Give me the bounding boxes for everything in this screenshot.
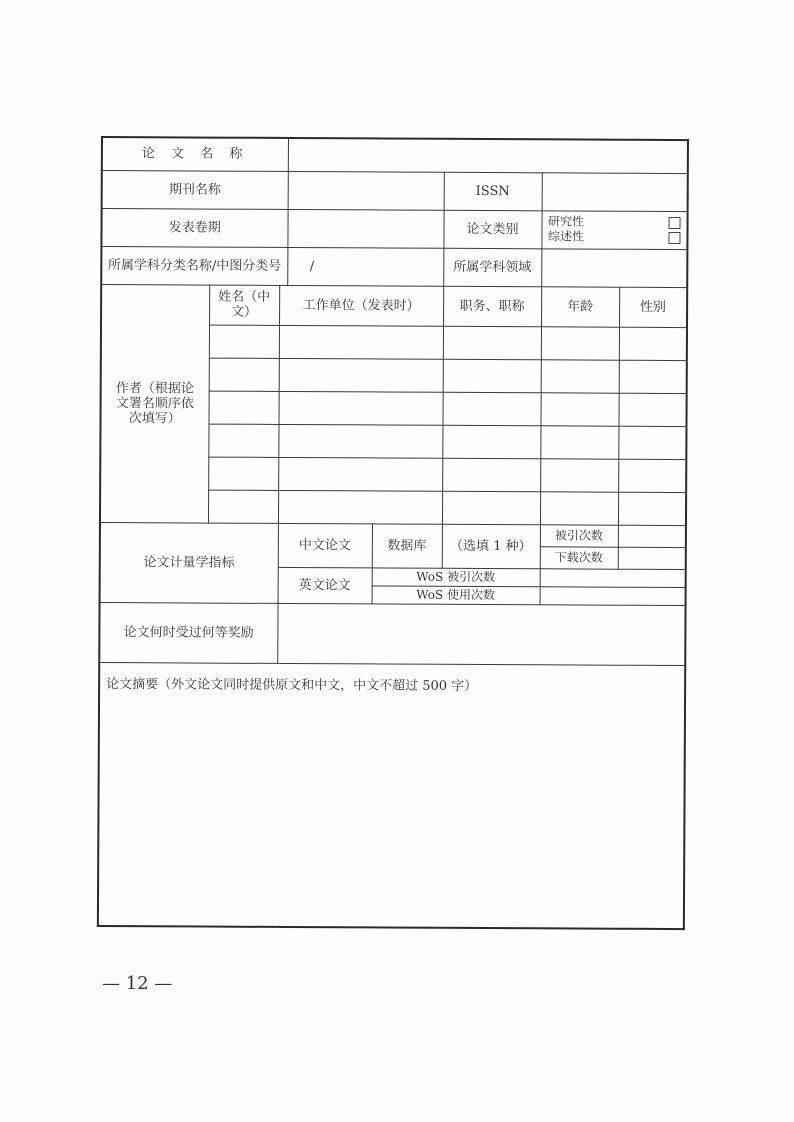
author-unit-cell[interactable]: [278, 457, 442, 491]
review-checkbox[interactable]: [668, 231, 680, 243]
volume-label: 发表卷期: [101, 208, 287, 247]
page-number: — 12 —: [102, 973, 173, 994]
author-name-cell[interactable]: [209, 325, 279, 358]
database-label: 数据库: [372, 523, 442, 567]
research-checkbox[interactable]: [669, 216, 681, 228]
en-paper-label: 英文论文: [278, 567, 372, 603]
author-age-cell[interactable]: [540, 458, 618, 491]
download-count-field[interactable]: [618, 547, 686, 569]
journal-name-label: 期刊名称: [102, 170, 288, 209]
author-unit-cell[interactable]: [279, 325, 443, 359]
field-field[interactable]: [541, 248, 687, 287]
wos-cited-label: WoS 被引次数: [372, 567, 540, 586]
field-label: 所属学科领域: [443, 248, 541, 287]
author-gender-cell[interactable]: [618, 459, 686, 492]
author-unit-cell[interactable]: [278, 490, 442, 524]
author-gender-cell[interactable]: [618, 492, 686, 525]
download-count-label: 下载次数: [540, 546, 618, 568]
awards-field[interactable]: [277, 603, 685, 665]
author-unit-cell[interactable]: [279, 358, 443, 392]
author-name-cell[interactable]: [208, 424, 278, 457]
author-name-cell[interactable]: [208, 490, 278, 523]
type-option-review[interactable]: [545, 229, 684, 245]
subject-label: 所属学科分类名称/中图分类号: [101, 246, 287, 285]
author-unit-cell[interactable]: [278, 424, 442, 458]
author-unit-cell[interactable]: [278, 391, 442, 425]
author-age-cell[interactable]: [540, 425, 618, 458]
abstract-label: 论文摘要（外文论文同时提供原文和中文，中文不超过 500 字）: [106, 676, 478, 694]
awards-label: 论文何时受过何等奖励: [99, 602, 277, 663]
author-gender-cell[interactable]: [619, 327, 687, 360]
author-gender-cell[interactable]: [619, 360, 687, 393]
cn-paper-label: 中文论文: [278, 523, 372, 567]
wos-usage-label: WoS 使用次数: [372, 585, 540, 604]
author-name-cell[interactable]: [208, 457, 278, 490]
paper-name-label: 论 文 名 称: [102, 137, 288, 171]
author-title-cell[interactable]: [442, 392, 540, 426]
abstract-field[interactable]: [98, 662, 685, 929]
author-title-cell[interactable]: [442, 458, 540, 492]
volume-field[interactable]: [287, 209, 443, 248]
author-gender-cell[interactable]: [618, 426, 686, 459]
journal-name-field[interactable]: [288, 171, 444, 210]
cited-count-label: 被引次数: [540, 524, 618, 546]
type-option-research[interactable]: [545, 214, 684, 230]
author-name-cell[interactable]: [209, 358, 279, 391]
author-age-cell[interactable]: [540, 491, 618, 524]
issn-field[interactable]: [542, 172, 688, 211]
wos-usage-field[interactable]: [540, 586, 686, 605]
author-unit-header: 工作单位（发表时）: [279, 285, 443, 326]
form-container: [97, 136, 687, 939]
database-choice[interactable]: （选填 1 种）: [442, 524, 540, 569]
paper-application-form: [97, 136, 689, 930]
author-gender-cell[interactable]: [618, 393, 686, 426]
author-age-header: 年龄: [541, 286, 619, 326]
paper-name-field[interactable]: [288, 138, 688, 173]
author-gender-header: 性别: [619, 287, 687, 327]
metrics-label: 论文计量学指标: [100, 522, 278, 603]
author-title-cell[interactable]: [443, 326, 541, 360]
cited-count-field[interactable]: [618, 525, 686, 547]
paper-type-label: 论文类别: [443, 210, 541, 249]
author-name-cell[interactable]: [208, 391, 278, 424]
issn-label: ISSN: [444, 172, 542, 211]
subject-field[interactable]: /: [287, 247, 443, 286]
type-option-research-label: 研究性: [548, 214, 585, 229]
author-label: 作者（根据论文署名顺序依次填写）: [100, 284, 209, 523]
author-age-cell[interactable]: [540, 392, 618, 425]
author-title-cell[interactable]: [443, 359, 541, 393]
author-age-cell[interactable]: [541, 326, 619, 359]
author-name-header: 姓名（中文）: [209, 285, 279, 325]
author-title-cell[interactable]: [442, 491, 540, 525]
type-option-review-label: 综述性: [547, 229, 585, 244]
author-title-cell[interactable]: [442, 425, 540, 459]
paper-type-options: [541, 210, 687, 249]
wos-cited-field[interactable]: [540, 568, 686, 587]
author-age-cell[interactable]: [541, 359, 619, 392]
author-title-header: 职务、职称: [443, 286, 541, 327]
